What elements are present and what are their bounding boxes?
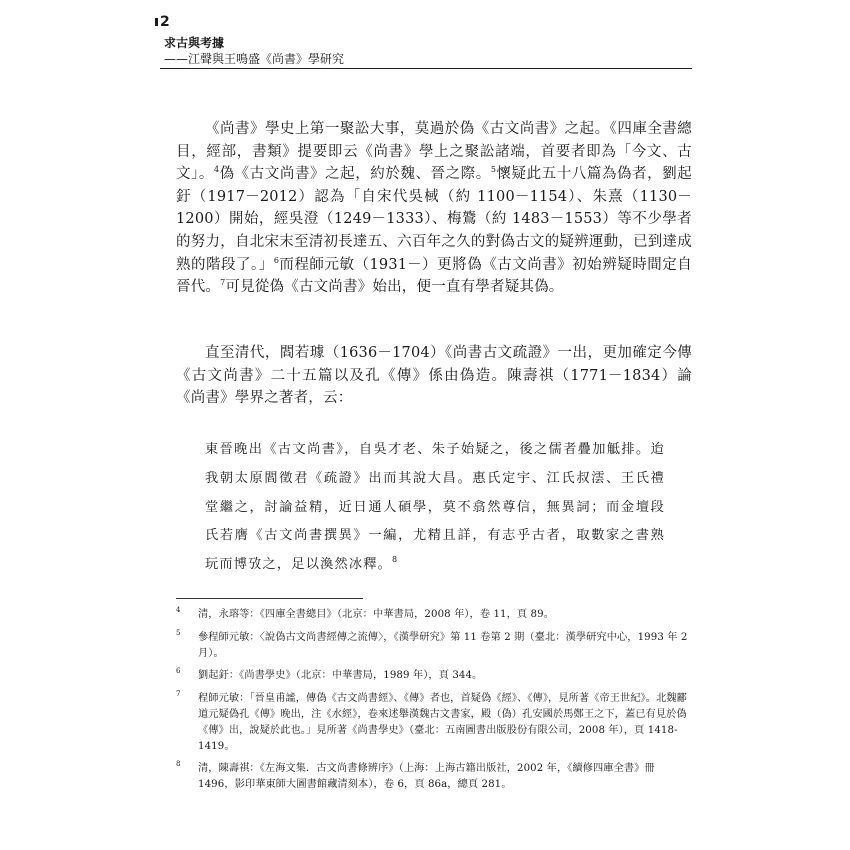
footnote-ref[interactable]: 6 — [273, 255, 280, 265]
paragraph-sentence: 可見從偽《古文尚書》始出，便一直有學者疑其偽。 — [225, 279, 564, 296]
footnote-number: 8 — [176, 760, 181, 769]
footnote-rule — [176, 598, 363, 599]
footnotes — [176, 607, 692, 800]
block-quotation — [205, 436, 665, 580]
footnote — [176, 691, 692, 754]
footnote-number: 4 — [176, 606, 181, 614]
running-subtitle: ——江聲與王鳴盛《尚書》學研究 — [164, 52, 345, 66]
quotation-text: 東晉晚出《古文尚書》，自吳才老、朱子始疑之，後之儒者疊加觝排。迨我朝太原閻徵君《疏證》出而其說大昌。惠氏定宇、江氏叔澐、王氏禮堂繼之，討論益精，近日通人碩學，莫不翕然尊信，無異詞；而金壇段氏若膺《古文尚書撰異》一編，尤精且詳，有志乎古者，取數家之書熟玩而博攷之，足以渙然冰釋。 — [205, 442, 665, 573]
footnote-text: 參程師元敏：〈說偽古文尚書經傳之流傳〉，《漢學研究》第 11 卷第 2 期（臺北：漢學研究中心，1993 年 2 月）。 — [198, 631, 688, 659]
paragraph-sentence: 《尚書》學史上第一聚訟大事，莫過於偽《古文尚書》之起。《四庫全書總目，經部，書類》提要即云《尚書》學上之聚訟諸端，首要者即為「今文、古文」。 — [176, 121, 692, 183]
footnote-ref[interactable]: 8 — [392, 555, 399, 565]
paragraph-sentence: 偽《古文尚書》之起，約於魏、晉之際。 — [219, 166, 491, 183]
footnote-number: 6 — [176, 667, 181, 676]
running-title: 求古與考據 — [164, 36, 225, 50]
header-rule — [160, 68, 692, 69]
footnote-number: 7 — [176, 690, 181, 699]
footnote — [176, 668, 692, 684]
footnote-ref[interactable]: 7 — [220, 278, 226, 288]
footnote-text: 劉起釪：《尚書學史》（北京：中華書局，1989 年），頁 344。 — [198, 670, 483, 682]
body-paragraph-1 — [176, 118, 692, 299]
footnote-text: 程師元敏：「晉皇甫謐，傳偽《古文尚書經》、《傳》者也，首疑偽《經》、《傳》，見所著《帝王世紀》。北魏酈道元疑偽孔《傳》晚出，注《水經》，卷來述舉漢魏古文書家，殿（偽）孔安國於馬鄭王之下，蓋已有見於偽《傳》出，說疑於此也。」見所著《尚書學史》（臺北：五南圖書出版股份有限公司，2008 年），頁 1418-1419。 — [198, 693, 687, 752]
body-paragraph-2: 直至清代，閻若璩（1636－1704）《尚書古文疏證》一出，更加確定今傳《古文尚書》二十五篇以及孔《傳》係由偽造。陳壽祺（1771－1834）論《尚書》學界之著者，云： — [176, 345, 692, 407]
footnote-ref[interactable]: 5 — [490, 165, 497, 175]
paragraph-sentence: 懷疑此五十八篇為偽者，劉起釪（1917－2012）認為「自宋代吳棫（約 1100－1154）、朱熹（1130－1200）開始，經吳澄（1249－1333）、梅鷟（約 1483－1553）等不少學者的努力，自北宋末至清初長達五、六百年之久的對偽古文的疑辨運動，已到達成熟的階段了。」 — [176, 166, 692, 273]
footnote-ref[interactable]: 4 — [213, 165, 220, 175]
footnote-text: 清，永瑢等：《四庫全書總目》（北京：中華書局，2008 年），卷 11，頁 89。 — [198, 609, 554, 620]
footnote — [176, 630, 692, 662]
footnote-text: 清，陳壽祺：《左海文集．古文尚書條辨序》（上海：上海古籍出版社，2002 年，《續修四庫全書》冊 1496，影印華東師大圖書館藏清刻本），卷 6，頁 86a，總頁 281。 — [198, 763, 655, 791]
footnote-number: 5 — [176, 628, 181, 637]
footnote — [176, 761, 692, 793]
footnote — [176, 607, 692, 623]
paragraph-sentence: 而程師元敏（1931－）更將偽《古文尚書》初始辨疑時間定自晉代。 — [176, 256, 692, 296]
page-number: 2 — [160, 14, 170, 30]
